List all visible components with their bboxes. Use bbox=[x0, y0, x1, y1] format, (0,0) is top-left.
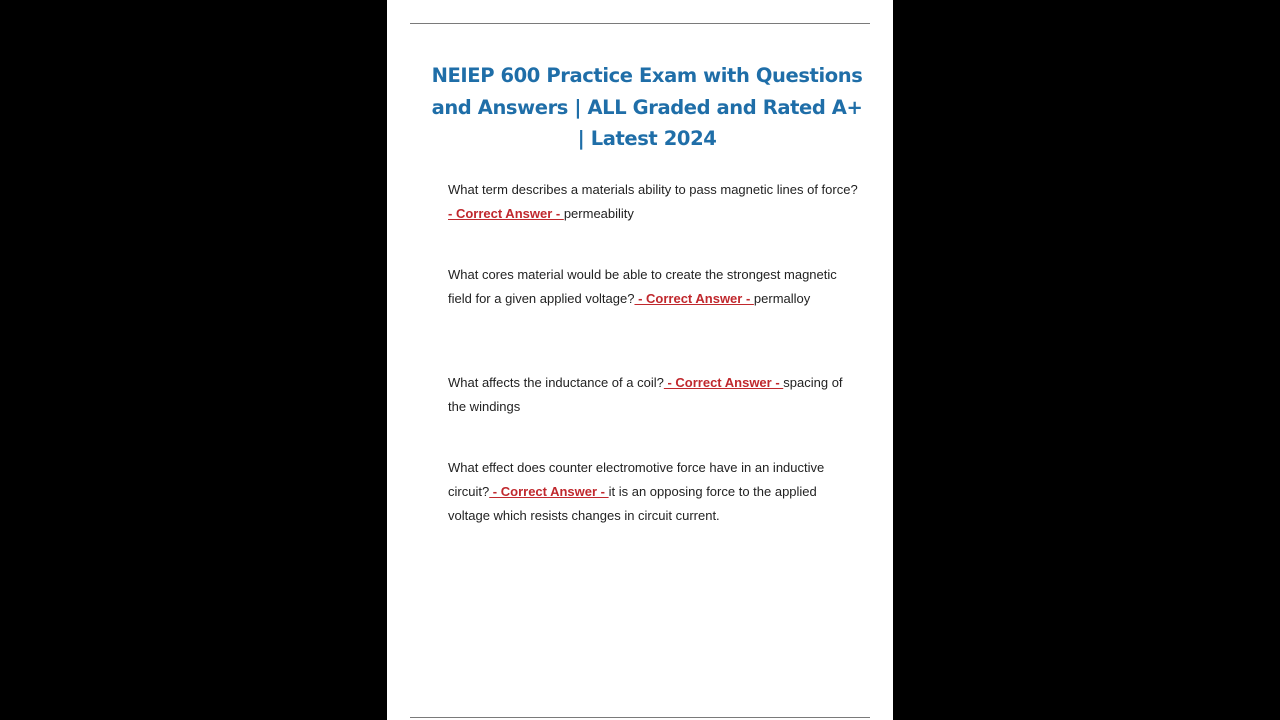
answer-text: permalloy bbox=[753, 291, 811, 306]
document-page bbox=[387, 0, 893, 720]
answer-text: spacing of the windings bbox=[448, 375, 843, 414]
qa-item-1 bbox=[448, 178, 858, 226]
question-text: What term describes a materials ability to pass magnetic lines of force? bbox=[448, 182, 858, 197]
question-text: What affects the inductance of a coil? bbox=[448, 375, 664, 390]
answer-text: permeability bbox=[563, 206, 634, 221]
answer-text: it is an opposing force to the applied voltage which resists changes in circuit current. bbox=[448, 484, 817, 523]
document-title: NEIEP 600 Practice Exam with Questions and Answers | ALL Graded and Rated A+ | Latest 2024 bbox=[431, 64, 863, 150]
qa-item-4 bbox=[448, 456, 858, 528]
question-text: What cores material would be able to create the strongest magnetic field for a given applied voltage? bbox=[448, 267, 837, 306]
correct-answer-label: - Correct Answer - bbox=[634, 291, 754, 306]
correct-answer-label: - Correct Answer - bbox=[489, 484, 609, 499]
qa-item-2 bbox=[448, 263, 858, 311]
correct-answer-label: - Correct Answer - bbox=[663, 375, 784, 390]
header-rule bbox=[410, 23, 870, 24]
footer-rule bbox=[410, 717, 870, 718]
correct-answer-label: - Correct Answer - bbox=[448, 206, 564, 221]
question-text: What effect does counter electromotive force have in an inductive circuit? bbox=[448, 460, 825, 499]
qa-item-3 bbox=[448, 371, 858, 419]
